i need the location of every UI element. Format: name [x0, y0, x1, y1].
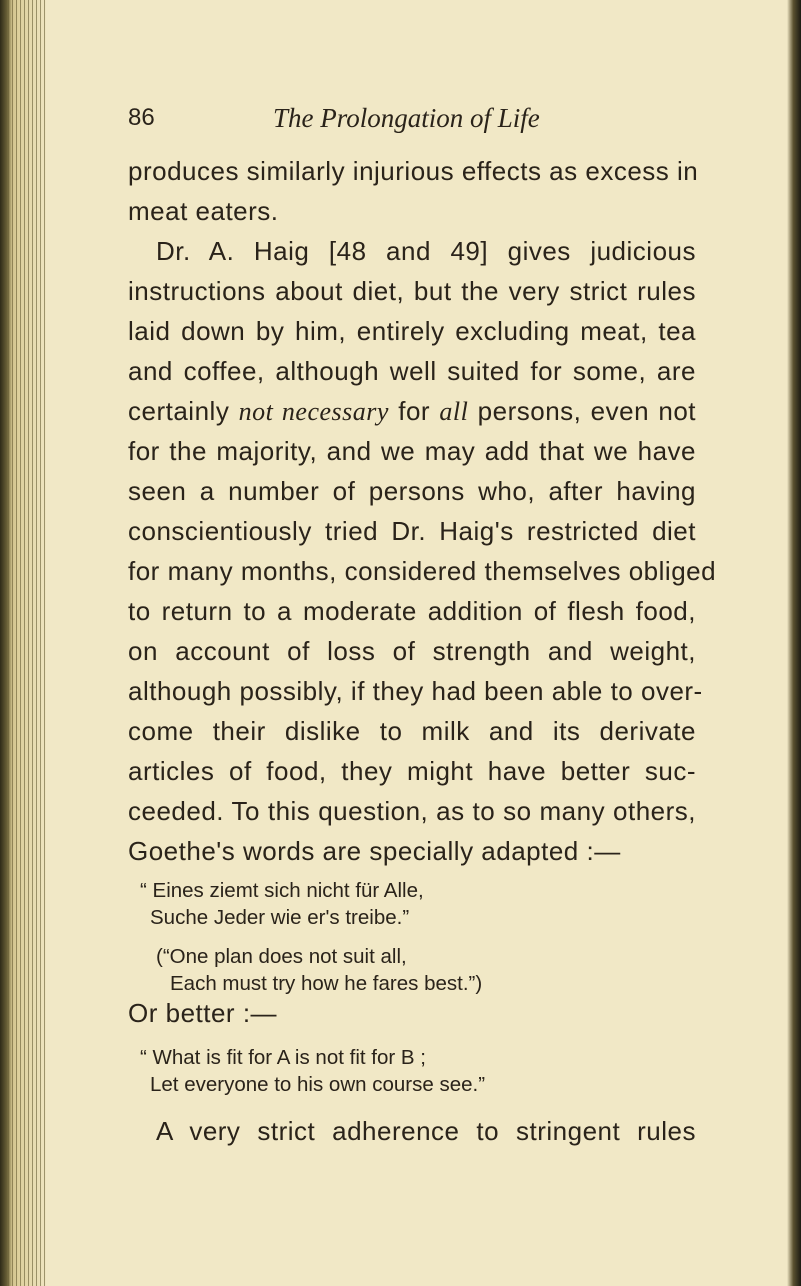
verse-translation-line: (“One plan does not suit all,: [156, 945, 407, 968]
verse-line: “ What is fit for A is not fit for B ;: [140, 1046, 426, 1069]
text-segment: certainly: [128, 396, 239, 426]
text-line: laid down by him, entirely excluding meat, tea: [128, 316, 696, 346]
text-segment: for: [388, 396, 440, 426]
goethe-verse: [128, 877, 696, 997]
text-line: for many months, considered themselves obliged: [128, 556, 717, 586]
verse-translation-line: Each must try how he fares best.”): [170, 972, 483, 995]
text-line: produces similarly injurious effects as excess in: [128, 156, 699, 186]
spine-dark-edge: [0, 0, 12, 1286]
page-edge-shadow: [787, 0, 801, 1286]
text-segment: persons, even not: [468, 396, 697, 426]
text-line: A very strict adherence to stringent rules: [156, 1116, 696, 1146]
text-line: articles of food, they might have better suc-: [128, 756, 696, 786]
page-number: 86: [128, 104, 155, 131]
text-line: to return to a moderate addition of flesh food,: [128, 596, 696, 626]
text-line: although possibly, if they had been able to over-: [128, 676, 703, 706]
verse-line: Suche Jeder wie er's treibe.”: [150, 906, 410, 929]
text-line: Goethe's words are specially adapted :—: [128, 836, 621, 866]
emphasis-all: all: [439, 397, 469, 426]
text-line: and coffee, although well suited for some, are: [128, 356, 696, 386]
book-spine-shadow: [0, 0, 46, 1286]
emphasis-not-necessary: not necessary: [238, 397, 389, 426]
text-line: Dr. A. Haig [48 and 49] gives judicious: [156, 236, 696, 266]
text-line: instructions about diet, but the very strict rules: [128, 276, 696, 306]
text-line-with-emphasis: [128, 391, 696, 431]
page-body: [128, 151, 717, 1146]
text-line: seen a number of persons who, after having: [128, 476, 696, 506]
text-line: for the majority, and we may add that we have: [128, 436, 696, 466]
text-line: on account of loss of strength and weight,: [128, 636, 696, 666]
verse-line: Let everyone to his own course see.”: [150, 1073, 486, 1096]
text-line: conscientiously tried Dr. Haig's restricted diet: [128, 516, 696, 546]
text-line: meat eaters.: [128, 196, 279, 226]
english-verse: [128, 1044, 696, 1098]
text-line: come their dislike to milk and its derivate: [128, 716, 696, 746]
or-better-line: Or better :—: [128, 998, 278, 1028]
running-title: The Prolongation of Life: [273, 103, 540, 133]
verse-line: “ Eines ziemt sich nicht für Alle,: [140, 879, 424, 902]
text-line: ceeded. To this question, as to so many others,: [128, 796, 696, 826]
page-header: [128, 104, 715, 144]
